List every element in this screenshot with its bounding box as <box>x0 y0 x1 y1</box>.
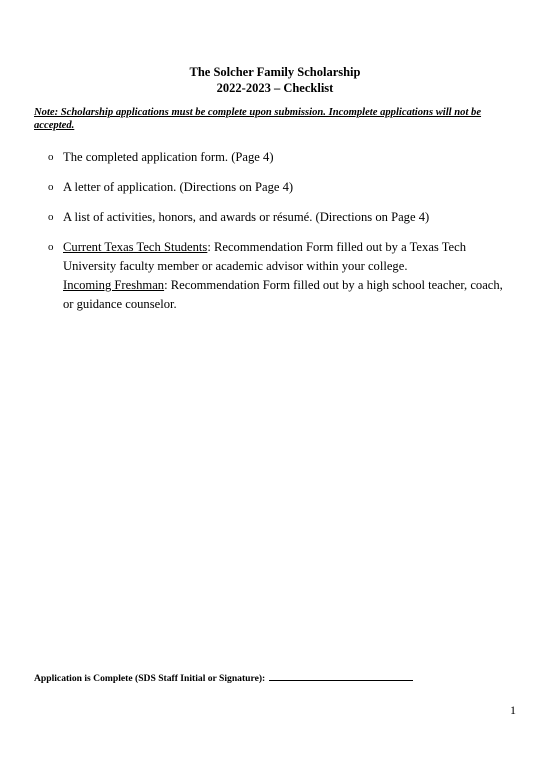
checklist-item-application-form <box>48 148 508 167</box>
current-students-label: Current Texas Tech Students <box>63 240 208 254</box>
circle-bullet-icon: o <box>48 211 54 223</box>
incoming-freshman-label: Incoming Freshman <box>63 278 165 292</box>
title-year-checklist: 2022-2023 – Checklist <box>216 81 334 95</box>
circle-bullet-icon: o <box>48 241 54 253</box>
recommendation-current-students <box>63 238 508 276</box>
circle-bullet-icon: o <box>48 151 54 163</box>
recommendation-incoming-freshman <box>63 276 508 314</box>
page-number: 1 <box>510 703 516 717</box>
checklist-item-recommendation <box>48 238 508 314</box>
current-students-text: : Recommendation Form filled out by a Texas Tech University faculty member or academic advisor within your college. <box>63 240 467 273</box>
checklist-item-letter <box>48 178 508 197</box>
incoming-freshman-text: : Recommendation Form filled out by a high school teacher, coach, or guidance counselor. <box>63 278 503 311</box>
completion-signature-row <box>34 671 514 685</box>
checklist <box>48 148 508 325</box>
checklist-item-text: A list of activities, honors, and awards or résumé. (Directions on Page 4) <box>63 210 430 224</box>
checklist-item-text: A letter of application. (Directions on Page 4) <box>63 180 294 194</box>
completion-label: Application is Complete (SDS Staff Initial or Signature): <box>34 673 266 684</box>
submission-note: Note: Scholarship applications must be complete upon submission. Incomplete applications will not be accepted. <box>34 107 482 131</box>
title-scholarship-name: The Solcher Family Scholarship <box>189 65 361 79</box>
circle-bullet-icon: o <box>48 181 54 193</box>
checklist-item-text: The completed application form. (Page 4) <box>63 150 274 164</box>
checklist-item-activities <box>48 208 508 227</box>
signature-line[interactable] <box>269 671 413 681</box>
document-title <box>0 64 550 96</box>
